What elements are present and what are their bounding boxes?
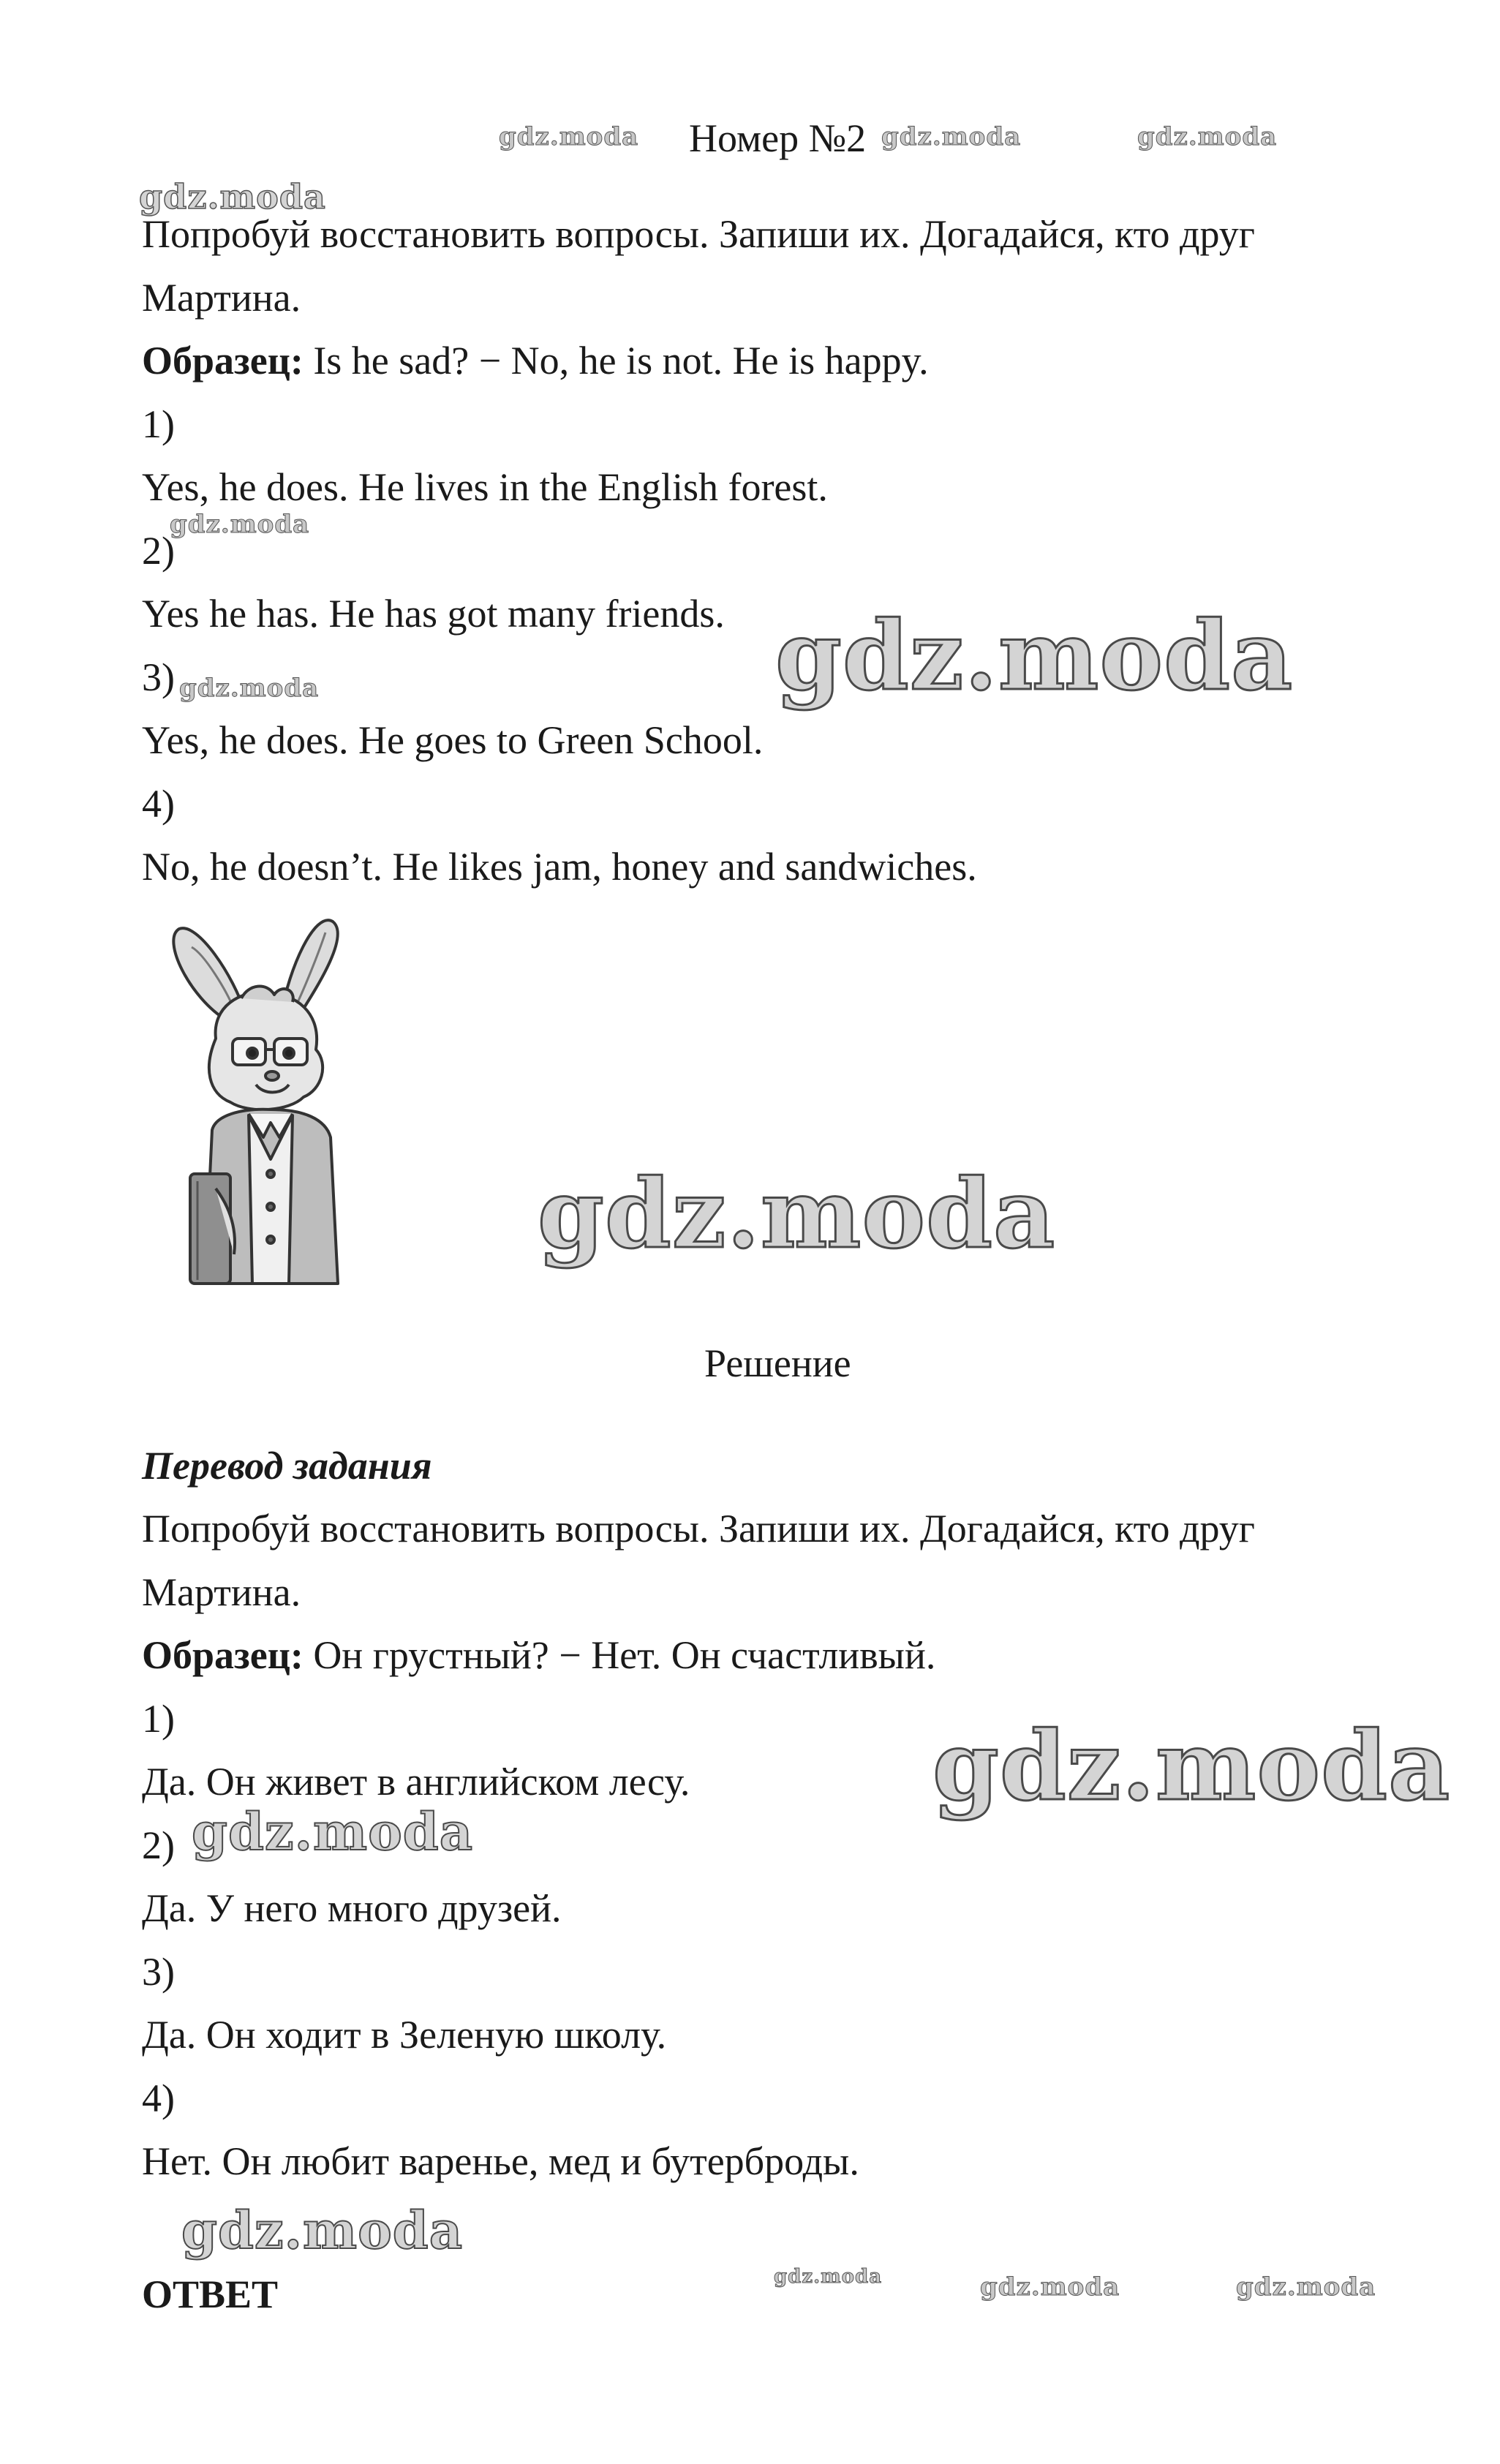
watermark: gdz.moda bbox=[179, 674, 320, 703]
watermark: gdz.moda bbox=[881, 122, 1022, 151]
task-item-2-number: 2) bbox=[142, 529, 175, 573]
task-example-text: Is he sad? − No, he is not. He is happy. bbox=[303, 339, 929, 383]
watermark: gdz.moda bbox=[774, 2266, 883, 2288]
solution-item-3-answer: Да. Он ходит в Зеленую школу. bbox=[142, 2013, 667, 2057]
watermark: gdz.moda bbox=[932, 1710, 1451, 1822]
watermark: gdz.moda bbox=[1236, 2272, 1376, 2302]
watermark: gdz.moda bbox=[181, 2200, 464, 2261]
solution-item-3-number: 3) bbox=[142, 1950, 175, 1994]
solution-item-4-number: 4) bbox=[142, 2076, 175, 2120]
task-item-2-answer: Yes he has. He has got many friends. bbox=[142, 592, 725, 636]
task-item-4-answer: No, he doesn’t. He likes jam, honey and sandwiches. bbox=[142, 845, 977, 889]
solution-instruction-line-2: Мартина. bbox=[142, 1570, 301, 1614]
task-item-3-answer: Yes, he does. He goes to Green School. bbox=[142, 718, 764, 762]
task-instruction-line-2: Мартина. bbox=[142, 276, 301, 320]
solution-item-1-number: 1) bbox=[142, 1697, 175, 1741]
watermark: gdz.moda bbox=[499, 122, 639, 151]
task-item-3-number: 3) bbox=[142, 655, 175, 699]
translation-heading: Перевод задания bbox=[142, 1444, 432, 1488]
answer-heading: ОТВЕТ bbox=[142, 2272, 279, 2316]
solution-example-text: Он грустный? − Нет. Он счастливый. bbox=[303, 1633, 936, 1677]
task-item-4-number: 4) bbox=[142, 782, 175, 826]
watermark: gdz.moda bbox=[775, 600, 1294, 712]
solution-item-4-answer: Нет. Он любит варенье, мед и бутерброды. bbox=[142, 2139, 859, 2183]
solution-example bbox=[142, 1635, 935, 1675]
task-item-1-number: 1) bbox=[142, 402, 175, 446]
task-example-label: Образец: bbox=[142, 339, 304, 383]
task-instruction-line-1: Попробуй восстановить вопросы. Запиши их. Догадайся, кто друг bbox=[142, 212, 1255, 256]
watermark: gdz.moda bbox=[538, 1158, 1056, 1270]
rabbit-book bbox=[190, 1174, 230, 1284]
task-example bbox=[142, 339, 929, 383]
solution-item-1-answer: Да. Он живет в английском лесу. bbox=[142, 1760, 690, 1804]
solution-example-label: Образец: bbox=[142, 1633, 304, 1677]
solution-item-2-answer: Да. У него много друзей. bbox=[142, 1886, 562, 1930]
watermark: gdz.moda bbox=[192, 1801, 474, 1862]
watermark: gdz.moda bbox=[980, 2272, 1120, 2302]
page-title: Номер №2 bbox=[689, 116, 867, 160]
rabbit-illustration bbox=[146, 911, 395, 1287]
solution-instruction-line-1: Попробуй восстановить вопросы. Запиши их. Догадайся, кто друг bbox=[142, 1507, 1255, 1551]
watermark: gdz.moda bbox=[139, 177, 326, 216]
task-item-1-answer: Yes, he does. He lives in the English forest. bbox=[142, 465, 828, 509]
solution-heading: Решение bbox=[704, 1341, 851, 1385]
watermark: gdz.moda bbox=[1137, 122, 1278, 151]
solution-item-2-number: 2) bbox=[142, 1823, 175, 1867]
watermark: gdz.moda bbox=[170, 510, 310, 539]
